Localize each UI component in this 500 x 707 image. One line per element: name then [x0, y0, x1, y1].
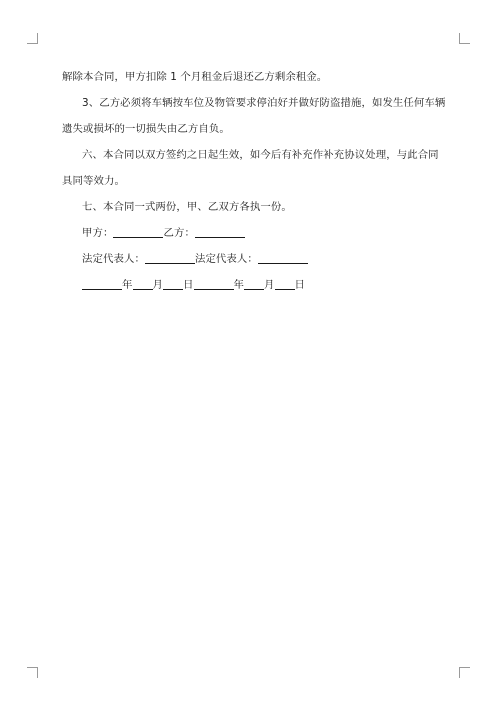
- date-b-day-blank: [275, 278, 295, 290]
- date-a-month-blank: [133, 278, 153, 290]
- date-a-year-blank: [82, 278, 122, 290]
- rep-b-blank: [258, 252, 308, 264]
- date-a-day-blank: [163, 278, 183, 290]
- signature-date-line: [62, 272, 447, 298]
- date-b-year-blank: [194, 278, 234, 290]
- date-a-month-label: 月: [152, 279, 163, 291]
- crop-mark-top-right: [459, 33, 470, 44]
- date-b-day-label: 日: [294, 279, 305, 291]
- crop-mark-bottom-right: [459, 667, 470, 678]
- signature-parties-line: [62, 220, 447, 246]
- rep-b-label: 法定代表人：: [194, 253, 258, 265]
- rep-a-blank: [145, 252, 195, 264]
- crop-mark-top-left: [27, 33, 38, 44]
- crop-mark-bottom-left: [27, 667, 38, 678]
- document-body: [62, 64, 447, 298]
- paragraph-clause-3: 3、乙方必须将车辆按车位及物管要求停泊好并做好防盗措施，如发生任何车辆遗失或损坏的一切损失由乙方自负。: [62, 97, 446, 135]
- signature-representatives-line: [62, 246, 447, 272]
- paragraph-article-6: 六、本合同以双方签约之日起生效，如今后有补充作补充协议处理，与此合同具同等效力。: [62, 149, 439, 187]
- date-a-year-label: 年: [122, 279, 133, 291]
- party-a-blank: [113, 226, 163, 238]
- date-b-year-label: 年: [233, 279, 244, 291]
- date-b-month-blank: [244, 278, 264, 290]
- date-a-day-label: 日: [183, 279, 194, 291]
- party-a-label: 甲方：: [82, 227, 114, 239]
- paragraph-article-7: 七、本合同一式两份，甲、乙双方各执一份。: [82, 201, 292, 213]
- rep-a-label: 法定代表人：: [82, 253, 145, 265]
- party-b-blank: [195, 226, 245, 238]
- party-b-label: 乙方：: [163, 227, 195, 239]
- date-b-month-label: 月: [264, 279, 275, 291]
- paragraph-continuation: 解除本合同，甲方扣除 1 个月租金后退还乙方剩余租金。: [62, 71, 328, 83]
